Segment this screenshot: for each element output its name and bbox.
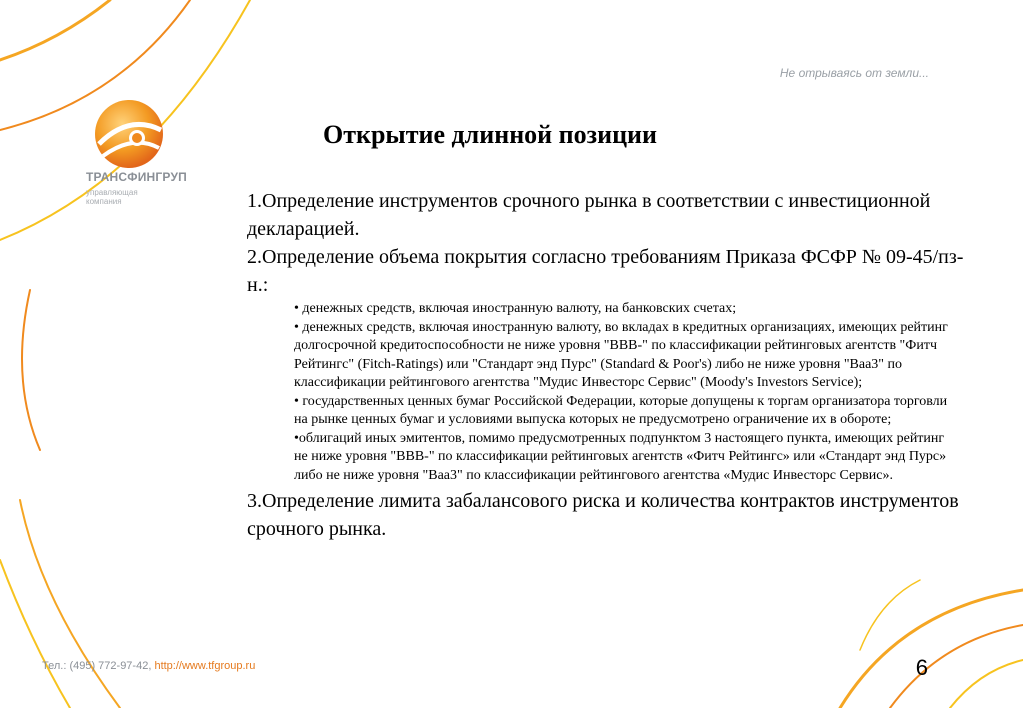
bullet-item: • денежных средств, включая иностранную валюту, во вкладах в кредитных организациях, имеющих рейтинг долгосрочной кредитоспособности не ниже уровня "BBB-" по классификации рейтинговых агентств "Фитч Рейтингс" (Fitch-Ratings) или "Стандарт энд Пурс" (Standard & Poor's) либо не ниже уровня "Baa3" по классификации рейтингового агентства "Мудис Инвесторс Сервис" (Moody's Investors Service); <box>294 319 948 390</box>
bullet-item: •облигаций иных эмитентов, помимо предусмотренных подпунктом 3 настоящего пункта, имеющих рейтинг не ниже уровня "BBB-" по классификации рейтинговых агентств «Фитч Рейтингс» или «Стандарт энд Пурс» либо не ниже уровня "Baa3" по классификации рейтингового агентства «Мудис Инвесторс Сервис». <box>294 430 947 483</box>
footer-contacts <box>42 660 255 672</box>
bullet-list <box>294 300 954 485</box>
logo-subtitle: управляющая компания <box>86 188 138 206</box>
list-item-1: 1.Определение инструментов срочного рынка в соответствии с инвестиционной декларацией. <box>247 190 931 240</box>
slide-title: Открытие длинной позиции <box>322 120 658 149</box>
page-number: 6 <box>915 655 928 680</box>
footer-link[interactable]: http://www.tfgroup.ru <box>154 660 256 672</box>
logo-name: ТРАНСФИНГРУП <box>86 170 187 184</box>
slide-content <box>247 187 967 543</box>
bullet-item: • денежных средств, включая иностранную валюту, на банковских счетах; <box>294 301 737 316</box>
footer-phone: Тел.: (495) 772-97-42, <box>42 660 155 672</box>
logo-icon <box>54 94 204 174</box>
list-item-3: 3.Определение лимита забалансового риска и количества контрактов инструментов срочного рынка. <box>247 490 959 540</box>
list-item-2: 2.Определение объема покрытия согласно требованиям Приказа ФСФР № 09-45/пз-н.: <box>247 246 964 296</box>
bullet-item: • государственных ценных бумаг Российской Федерации, которые допущены к торгам организатора торговли на рынке ценных бумаг и условиями выпуска которых не предусмотрено ограничение их в обороте; <box>294 393 948 427</box>
slogan: Не отрываясь от земли... <box>779 66 929 80</box>
